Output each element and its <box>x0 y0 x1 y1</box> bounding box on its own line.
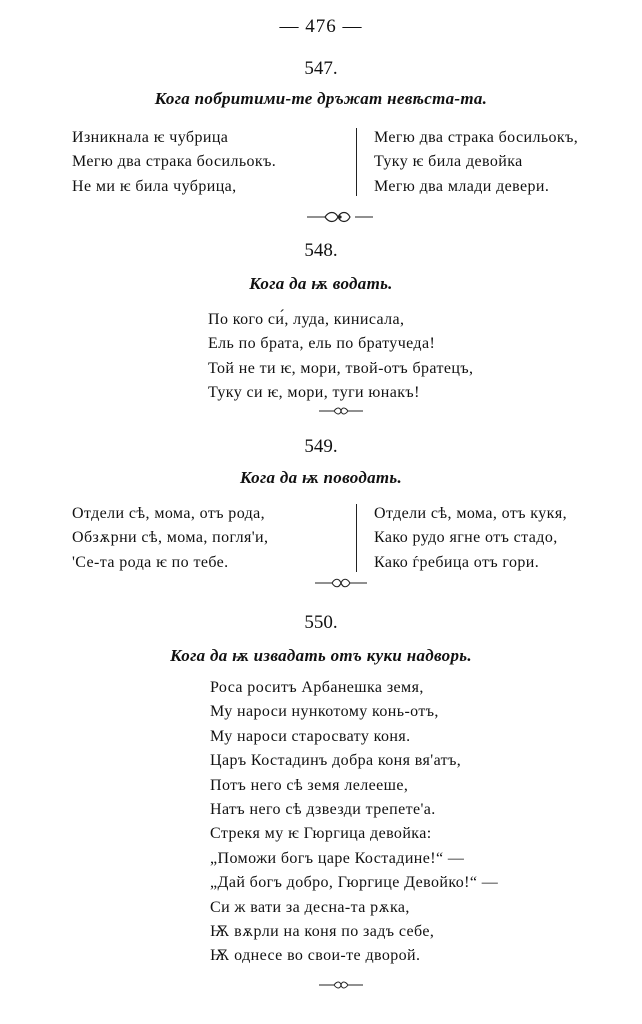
verse-line: Ѭ однесе во свои-те дворой. <box>210 947 421 965</box>
verse-line: Како ѓребица отъ гори. <box>374 553 540 571</box>
song-verse <box>210 676 498 969</box>
song-number: 550. <box>304 612 338 633</box>
column-divider <box>356 504 357 572</box>
song-right-column <box>374 126 578 199</box>
page-number: — 476 — <box>279 16 363 37</box>
verse-line: Му нароси нункотому конь-отъ, <box>210 703 439 721</box>
song-right-column <box>374 502 567 575</box>
column-divider <box>356 128 357 196</box>
song-title: Кога да ѭ поводать. <box>239 468 403 487</box>
verse-line: Туку си ѥ, мори, туги юнакъ! <box>208 384 420 402</box>
song-number: 547. <box>304 58 338 79</box>
verse-line: По кого си́, луда, кинисала, <box>208 311 405 328</box>
song-title: Кога да ѭ водать. <box>249 274 393 293</box>
verse-line: Си ж вати за десна-та рѫка, <box>210 898 410 916</box>
ornament-divider <box>314 577 368 589</box>
song-left-column <box>72 126 276 199</box>
verse-line: Стрекя му ѥ Гюргица девойка: <box>210 825 432 843</box>
ornament-divider <box>305 210 375 224</box>
verse-line: Обзѫрни сѣ, мома, погля'и, <box>72 529 269 547</box>
song-verse <box>208 308 473 406</box>
ornament-divider <box>318 406 364 416</box>
song-title: Кога да ѭ извадать отъ куки надворь. <box>170 646 472 665</box>
verse-line: Отдели сѣ, мома, отъ рода, <box>72 505 266 522</box>
verse-line: „Дай богъ добро, Гюргице Девойко!“ — <box>210 874 499 892</box>
verse-line: Потъ него сѣ земя лелееше, <box>210 776 409 794</box>
verse-line: Ѭ вѫрли на коня по задъ себе, <box>210 922 435 940</box>
verse-line: Туку ѥ била девойка <box>374 153 523 171</box>
song-left-column <box>72 502 268 575</box>
verse-line: Не ми ѥ била чубрица, <box>72 177 237 195</box>
verse-line: „Поможи богъ царе Костадине!“ — <box>210 849 465 867</box>
song-title: Кога побритими-те дръжат невѣста-та. <box>154 89 488 108</box>
song-number: 549. <box>304 436 338 457</box>
verse-line: Царъ Костадинъ добра коня вя'атъ, <box>210 752 462 770</box>
verse-line: Той не ти ѥ, мори, твой-отъ братецъ, <box>208 359 474 377</box>
verse-line: Изникнала ѥ чубрица <box>72 129 229 146</box>
verse-line: Натъ него сѣ дзвезди трепете'а. <box>210 800 436 818</box>
verse-line: Отдели сѣ, мома, отъ кукя, <box>374 505 567 522</box>
verse-line: Роса роситъ Арбанешка земя, <box>210 679 424 696</box>
verse-line: Мегю два млади девери. <box>374 177 550 195</box>
verse-line: Мегю два страка босильокъ, <box>374 129 579 146</box>
verse-line: Како рудо ягне отъ стадо, <box>374 529 558 547</box>
verse-line: Му нароси старосвату коня. <box>210 727 411 745</box>
song-number: 548. <box>304 240 338 261</box>
verse-line: Мегю два страка босильокъ. <box>72 153 277 171</box>
verse-line: 'Се-та рода ѥ по тебе. <box>72 553 229 571</box>
ornament-divider <box>318 980 364 990</box>
verse-line: Ель по брата, ель по братучеда! <box>208 335 436 353</box>
